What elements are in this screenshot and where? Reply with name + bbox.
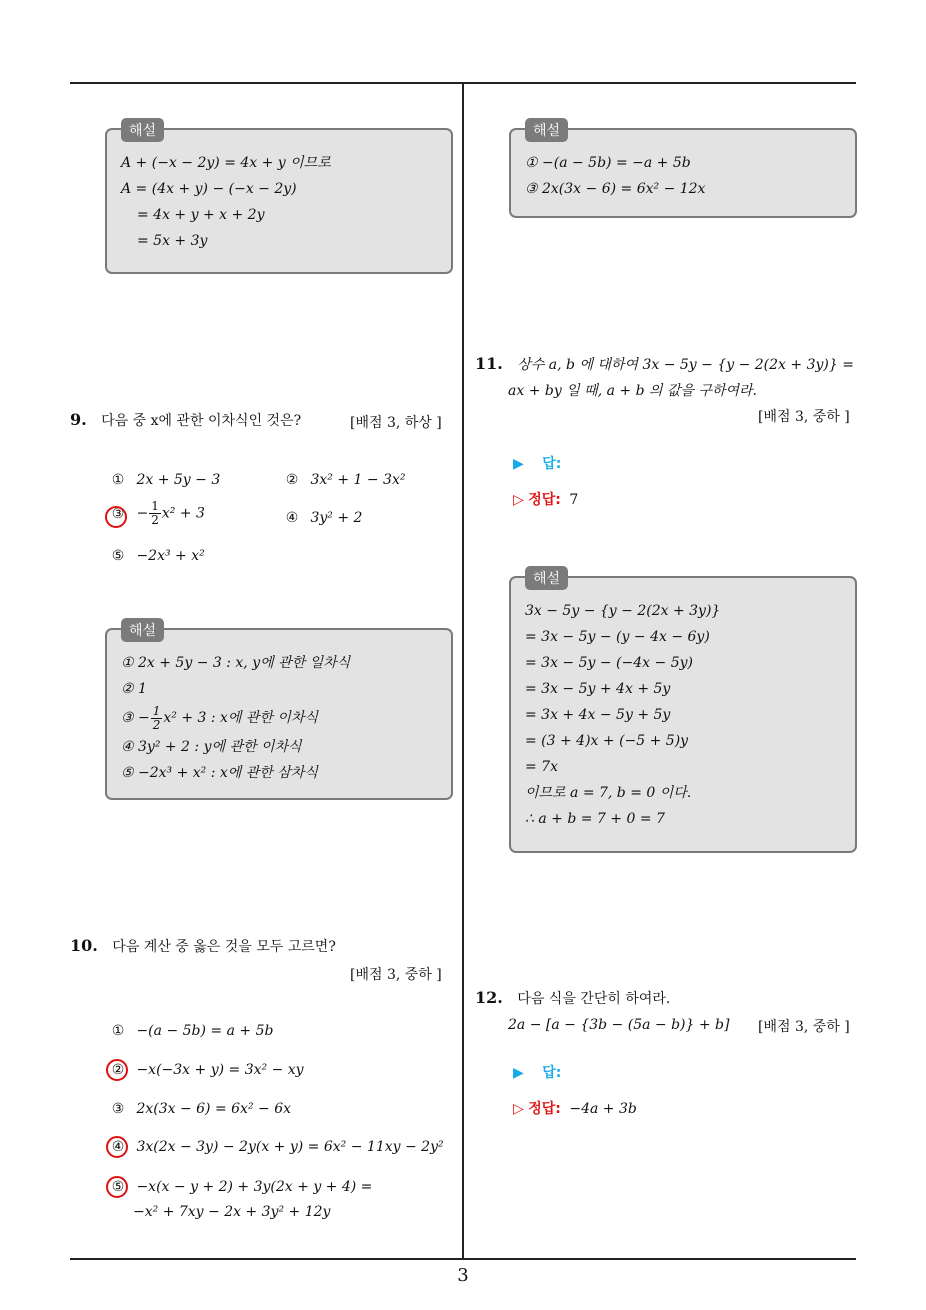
option-3[interactable]: ③ 2x(3x − 6) = 6x² − 6x: [111, 1101, 291, 1117]
solution-box-q11: [509, 571, 857, 853]
outline-triangle-icon: ▷: [513, 1101, 524, 1117]
solution-tag: 해설: [121, 118, 164, 142]
option-5[interactable]: ⑤ −2x³ + x²: [111, 548, 205, 564]
solution-line: 이므로 a = 7, b = 0 이다.: [525, 785, 692, 801]
solution-line: A = (4x + y) − (−x − 2y): [121, 181, 297, 197]
solution-line: 3x − 5y − {y − 2(2x + 3y)}: [525, 603, 721, 619]
solution-line: ① −(a − 5b) = −a + 5b: [525, 155, 691, 171]
solution-line: = 3x + 4x − 5y + 5y: [525, 707, 671, 723]
question-11: [475, 350, 854, 379]
page-number: 3: [457, 1265, 469, 1286]
question-text: 상수 a, b 에 대하여 3x − 5y − {y − 2(2x + 3y)} =: [517, 357, 854, 373]
solution-line: ② 1: [121, 681, 147, 697]
score-badge: [배점 3, 하상 ]: [350, 415, 442, 431]
score-badge: [배점 3, 중하 ]: [350, 967, 442, 983]
solution-line: = 5x + 3y: [137, 233, 208, 249]
question-text: 다음 식을 간단히 하여라.: [517, 991, 671, 1007]
answer-circle-mark: [106, 1136, 128, 1158]
solution-line: ⑤ −2x³ + x² : x에 관한 삼차식: [121, 765, 318, 781]
fraction: $\frac{1}{2}$: [152, 703, 161, 732]
option-3[interactable]: ③ − $\frac{1}{2}$ x² + 3: [111, 499, 205, 527]
solution-line: = 3x − 5y − (−4x − 5y): [525, 655, 693, 671]
solution-box-q9: [105, 623, 453, 800]
question-number: 10.: [70, 936, 98, 955]
answer-circle-mark: [105, 506, 127, 528]
play-triangle-icon: ▶: [513, 456, 524, 472]
solution-line: = (3 + 4)x + (−5 + 5)y: [525, 733, 689, 749]
question-9: [70, 406, 301, 435]
fraction: $\frac{1}{2}$: [151, 499, 159, 527]
solution-line: = 3x − 5y + 4x + 5y: [525, 681, 671, 697]
solution-line: ③ 2x(3x − 6) = 6x² − 12x: [525, 181, 706, 197]
answer-field[interactable]: ▶ 답:: [513, 1065, 562, 1081]
question-number: 9.: [70, 410, 87, 429]
solution-line: ③ − $\frac{1}{2}$ x² + 3 : x에 관한 이차식: [121, 703, 318, 732]
solution-tag: 해설: [525, 118, 568, 142]
correct-answer: ▷ 정답: 7: [513, 492, 579, 508]
question-text: 다음 계산 중 옳은 것을 모두 고르면?: [112, 939, 336, 955]
question-number: 12.: [475, 988, 503, 1007]
option-4[interactable]: ④ 3x(2x − 3y) − 2y(x + y) = 6x² − 11xy − 2y²: [111, 1139, 444, 1155]
play-triangle-icon: ▶: [513, 1065, 524, 1081]
option-5-continued: −x² + 7xy − 2x + 3y² + 12y: [133, 1204, 331, 1220]
answer-field[interactable]: ▶ 답:: [513, 456, 562, 472]
question-12: [475, 984, 670, 1013]
question-10: [70, 932, 336, 961]
solution-line: A + (−x − 2y) = 4x + y 이므로: [121, 155, 331, 171]
option-2[interactable]: ② 3x² + 1 − 3x²: [285, 472, 406, 488]
column-divider: [462, 82, 464, 1259]
answer-circle-mark: [106, 1176, 128, 1198]
option-5[interactable]: ⑤ −x(x − y + 2) + 3y(2x + y + 4) =: [111, 1179, 373, 1195]
option-1[interactable]: ① 2x + 5y − 3: [111, 472, 221, 488]
solution-tag: 해설: [525, 566, 568, 590]
solution-line: = 4x + y + x + 2y: [137, 207, 265, 223]
solution-line: ∴ a + b = 7 + 0 = 7: [525, 811, 665, 827]
option-4[interactable]: ④ 3y² + 2: [285, 510, 363, 526]
bottom-rule: [70, 1258, 856, 1260]
answer-circle-mark: [106, 1059, 128, 1081]
question-text-line2: ax + by 일 때, a + b 의 값을 구하여라.: [508, 383, 758, 399]
solution-line: ① 2x + 5y − 3 : x, y에 관한 일차식: [121, 655, 351, 671]
outline-triangle-icon: ▷: [513, 492, 524, 508]
solution-box-q10: [509, 123, 857, 218]
question-expression: 2a − [a − {3b − (5a − b)} + b]: [508, 1017, 730, 1033]
correct-answer: ▷ 정답: −4a + 3b: [513, 1101, 637, 1117]
option-2[interactable]: ② −x(−3x + y) = 3x² − xy: [111, 1062, 304, 1078]
score-badge: [배점 3, 중하 ]: [758, 1019, 850, 1035]
question-text: 다음 중 x에 관한 이차식인 것은?: [101, 413, 302, 429]
solution-tag: 해설: [121, 618, 164, 642]
solution-line: ④ 3y² + 2 : y에 관한 이차식: [121, 739, 302, 755]
solution-line: = 3x − 5y − (y − 4x − 6y): [525, 629, 710, 645]
solution-box-q8: [105, 123, 453, 274]
score-badge: [배점 3, 중하 ]: [758, 409, 850, 425]
option-1[interactable]: ① −(a − 5b) = a + 5b: [111, 1023, 274, 1039]
question-number: 11.: [475, 354, 503, 373]
solution-line: = 7x: [525, 759, 558, 775]
